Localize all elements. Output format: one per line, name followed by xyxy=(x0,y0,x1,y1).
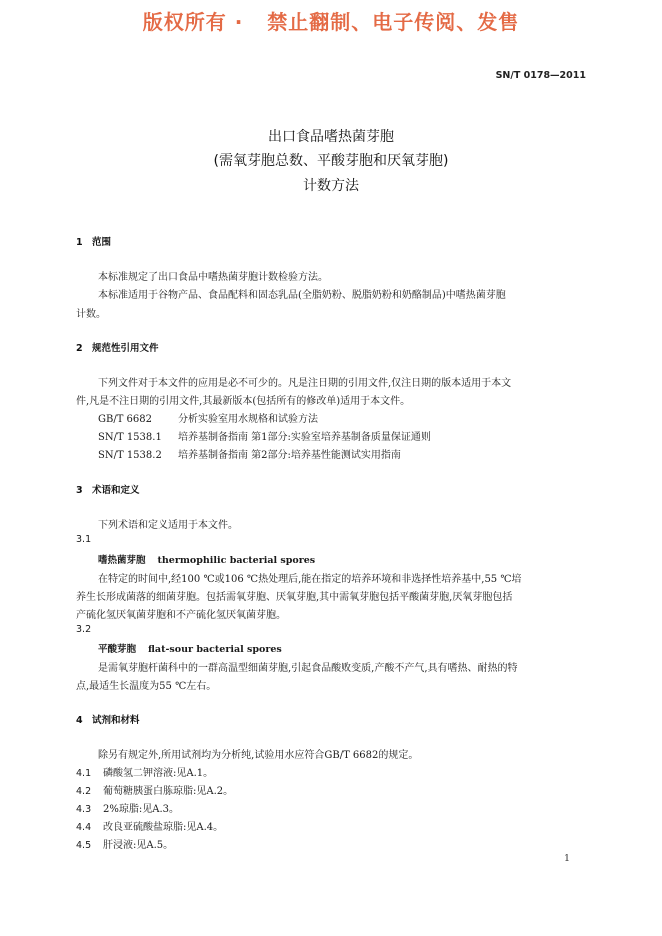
section-1-paragraph-2-line-1: 本标准适用于谷物产品、食品配料和固态乳品(全脂奶粉、脱脂奶粉和奶酪制品)中嗜热菌芽胞 xyxy=(98,290,506,301)
section-1-paragraph-2-line-2: 计数。 xyxy=(76,309,106,320)
section-4-heading xyxy=(76,712,140,726)
list-item-text: 葡萄糖胰蛋白胨琼脂:见A.2。 xyxy=(103,786,234,797)
copyright-watermark: 版权所有 · 禁止翻制、电子传阅、发售 xyxy=(142,10,520,34)
section-1-heading xyxy=(76,234,111,248)
term-definition-line: 产硫化氢厌氧菌芽胞和不产硫化氢厌氧菌芽胞。 xyxy=(76,610,286,621)
list-item xyxy=(76,764,213,779)
section-3-number: 3 xyxy=(76,485,83,496)
list-item-number: 4.5 xyxy=(76,840,92,851)
term-name-en: thermophilic bacterial spores xyxy=(157,555,316,566)
list-item xyxy=(76,782,233,797)
term-definition-line: 是需氧芽胞杆菌科中的一群高温型细菌芽胞,引起食品酸败变质,产酸不产气,具有嗜热、耐热的特 xyxy=(98,663,518,674)
list-item-text: 改良亚硫酸盐琼脂:见A.4。 xyxy=(103,822,224,833)
section-2-paragraph-line-1: 下列文件对于本文件的应用是必不可少的。凡是注日期的引用文件,仅注日期的版本适用于本文 xyxy=(98,378,512,389)
section-3-heading xyxy=(76,482,140,496)
section-3-title: 术语和定义 xyxy=(92,485,140,496)
list-item xyxy=(76,836,173,851)
reference-code: SN/T 1538.2 xyxy=(98,450,162,461)
reference-item xyxy=(98,410,610,425)
section-2-heading xyxy=(76,340,159,354)
section-2-title: 规范性引用文件 xyxy=(92,343,159,354)
list-item-number: 4.3 xyxy=(76,804,92,815)
reference-code: GB/T 6682 xyxy=(98,414,153,425)
reference-item xyxy=(98,428,610,443)
list-item-number: 4.4 xyxy=(76,822,92,833)
title-line-2: (需氧芽胞总数、平酸芽胞和厌氧芽胞) xyxy=(213,153,449,169)
reference-title: 分析实验室用水规格和试验方法 xyxy=(178,414,318,425)
term-definition-line: 养生长形成菌落的细菌芽胞。包括需氧芽胞、厌氧芽胞,其中需氧芽胞包括平酸菌芽胞,厌氧芽胞包括 xyxy=(76,592,513,603)
section-1-number: 1 xyxy=(76,237,83,248)
title-line-1: 出口食品嗜热菌芽胞 xyxy=(268,129,394,145)
list-item-text: 肝浸液:见A.5。 xyxy=(103,840,174,851)
list-item-number: 4.1 xyxy=(76,768,92,779)
section-4-number: 4 xyxy=(76,715,83,726)
term-name-en: flat-sour bacterial spores xyxy=(148,644,282,655)
section-1-title: 范围 xyxy=(92,237,112,248)
reference-code: SN/T 1538.1 xyxy=(98,432,162,443)
title-line-3: 计数方法 xyxy=(303,178,359,194)
term-number: 3.2 xyxy=(76,624,92,635)
reference-title: 培养基制备指南 第2部分:培养基性能测试实用指南 xyxy=(178,450,401,461)
term-name xyxy=(98,641,282,655)
term-name-cn: 嗜热菌芽胞 xyxy=(98,555,146,566)
list-item-text: 2%琼脂:见A.3。 xyxy=(103,804,179,815)
standard-code: SN/T 0178—2011 xyxy=(495,70,586,81)
reference-item xyxy=(98,446,610,461)
term-name xyxy=(98,552,315,566)
list-item-number: 4.2 xyxy=(76,786,92,797)
section-2-number: 2 xyxy=(76,343,83,354)
term-name-cn: 平酸芽胞 xyxy=(98,644,137,655)
term-number: 3.1 xyxy=(76,534,92,545)
section-1-paragraph-1: 本标准规定了出口食品中嗜热菌芽胞计数检验方法。 xyxy=(98,272,328,283)
section-3-paragraph: 下列术语和定义适用于本文件。 xyxy=(98,520,238,531)
page-number: 1 xyxy=(563,853,570,864)
section-2-paragraph-line-2: 件,凡是不注日期的引用文件,其最新版本(包括所有的修改单)适用于本文件。 xyxy=(76,396,411,407)
term-definition-line: 在特定的时间中,经100 ℃或106 ℃热处理后,能在指定的培养环境和非选择性培养基中,55 ℃培 xyxy=(98,574,522,585)
list-item xyxy=(76,800,179,815)
reference-title: 培养基制备指南 第1部分:实验室培养基制备质量保证通则 xyxy=(178,432,431,443)
list-item xyxy=(76,818,223,833)
section-4-title: 试剂和材料 xyxy=(92,715,140,726)
term-definition-line: 点,最适生长温度为55 ℃左右。 xyxy=(76,681,217,692)
list-item-text: 磷酸氢二钾溶液:见A.1。 xyxy=(103,768,214,779)
section-4-paragraph: 除另有规定外,所用试剂均为分析纯,试验用水应符合GB/T 6682的规定。 xyxy=(98,750,419,761)
